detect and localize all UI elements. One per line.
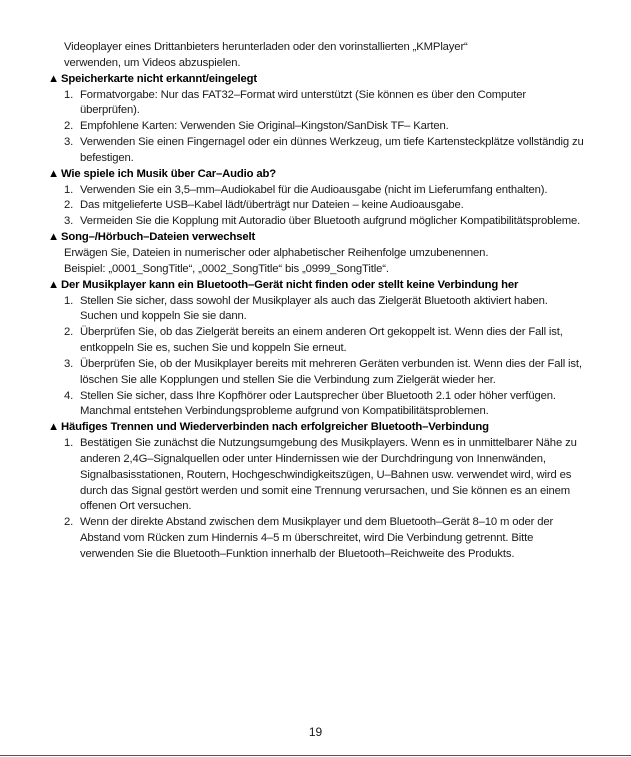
item-number: 1. (64, 183, 74, 196)
section-title: Der Musikplayer kann ein Bluetooth–Gerät nicht finden oder stellt keine Verbindung her (61, 278, 519, 291)
item-text: Stellen Sie sicher, dass sowohl der Musikplayer als auch das Zielgerät Bluetooth aktiviert haben. Suchen und koppeln Sie sie dann. (80, 294, 548, 323)
section-title: Häufiges Trennen und Wiederverbinden nach erfolgreicher Bluetooth–Verbindung (61, 421, 489, 434)
list-item (64, 357, 588, 389)
paragraph-line: Beispiel: „0001_SongTitle“, „0002_SongTitle“ bis „0999_SongTitle“. (64, 262, 389, 275)
item-number: 4. (64, 389, 74, 402)
triangle-icon: ▲ (48, 72, 60, 85)
list-item (64, 198, 588, 214)
item-text: Formatvorgabe: Nur das FAT32–Format wird unterstützt (Sie können es über den Computer überprüfen). (80, 88, 527, 117)
page-number: 19 (308, 725, 323, 739)
paragraph-line: Erwägen Sie, Dateien in numerischer oder alphabetischer Reihenfolge umzubenennen. (64, 246, 489, 259)
item-text: Empfohlene Karten: Verwenden Sie Original–Kingston/SanDisk TF– Karten. (80, 120, 449, 133)
faq-section (48, 167, 588, 230)
list-item (64, 294, 588, 326)
numbered-list (48, 294, 588, 421)
intro-paragraph (48, 40, 588, 72)
section-heading (48, 72, 588, 88)
list-item (64, 214, 588, 230)
numbered-list (48, 88, 588, 167)
item-number: 1. (64, 437, 74, 450)
section-heading (48, 278, 588, 294)
list-item (64, 88, 588, 120)
section-heading (48, 230, 588, 246)
item-number: 3. (64, 215, 74, 228)
item-text: Das mitgelieferte USB–Kabel lädt/überträgt nur Dateien – keine Audioausgabe. (80, 199, 464, 212)
item-text: Stellen Sie sicher, dass Ihre Kopfhörer oder Lautsprecher über Bluetooth 2.1 oder höher verfügen. Manchmal entstehen Verbindungsprobleme aufgrund von Kompatibilitätsproblemen. (80, 389, 556, 418)
item-text: Verwenden Sie einen Fingernagel oder ein dünnes Werkzeug, um tiefe Kartensteckplätze vollständig zu befestigen. (80, 136, 584, 164)
section-paragraph (48, 246, 588, 278)
section-heading (48, 167, 588, 183)
triangle-icon: ▲ (48, 278, 60, 291)
triangle-icon: ▲ (48, 167, 60, 180)
item-number: 2. (64, 326, 74, 339)
intro-line: Videoplayer eines Drittanbieters herunterladen oder den vorinstallierten „KMPlayer“ (64, 41, 468, 53)
item-number: 1. (64, 294, 74, 307)
item-text: Wenn der direkte Abstand zwischen dem Musikplayer und dem Bluetooth–Gerät 8–10 m oder der Abstand vom Rücken zum Hindernis 4–5 m überschreitet, wird Die Verbindung getrennt. Bitte verwenden Sie die Bluetooth–Funktion innerhalb der Bluetooth–Reichweite des Produkts. (80, 516, 554, 560)
faq-section (48, 420, 588, 563)
list-item (64, 515, 588, 563)
item-number: 2. (64, 120, 74, 133)
item-text: Bestätigen Sie zunächst die Nutzungsumgebung des Musikplayers. Wenn es in unmittelbarer Nähe zu anderen 2,4G–Signalquellen oder unter Hindernissen wie der Durchdringung von Innenwänden, Signalbasisstationen, Routern, Hochgeschwindigkeitszügen, U–Bahnen usw. verwendet wird, wird es durch das Signal gestört werden und somit eine Trennung verursachen, und Sie können es an einem offenen Ort versuchen. (80, 437, 577, 513)
numbered-list (48, 183, 588, 231)
item-number: 1. (64, 88, 74, 101)
item-number: 2. (64, 199, 74, 212)
item-number: 3. (64, 357, 74, 370)
triangle-icon: ▲ (48, 421, 60, 434)
faq-section (48, 278, 588, 421)
section-title: Wie spiele ich Musik über Car–Audio ab? (61, 167, 277, 180)
numbered-list (48, 436, 588, 563)
triangle-icon: ▲ (48, 231, 60, 244)
item-number: 2. (64, 516, 74, 529)
page-bottom-rule (0, 755, 631, 756)
list-item (64, 436, 588, 515)
document-body (48, 40, 588, 563)
section-heading (48, 420, 588, 436)
list-item (64, 183, 588, 199)
intro-line: verwenden, um Videos abzuspielen. (64, 56, 241, 69)
item-text: Vermeiden Sie die Kopplung mit Autoradio über Bluetooth aufgrund möglicher Kompatibilitätsprobleme. (80, 215, 581, 228)
item-number: 3. (64, 136, 74, 149)
list-item (64, 119, 588, 135)
section-title: Song–/Hörbuch–Dateien verwechselt (61, 231, 256, 244)
faq-section (48, 72, 588, 167)
list-item (64, 389, 588, 421)
item-text: Überprüfen Sie, ob der Musikplayer bereits mit mehreren Geräten verbunden ist. Wenn dies der Fall ist, löschen Sie alle Kopplungen und stellen Sie die Verbindung zum Zielgerät wieder her. (80, 357, 582, 386)
item-text: Überprüfen Sie, ob das Zielgerät bereits an einem anderen Ort gekoppelt ist. Wenn dies der Fall ist, entkoppeln Sie es, suchen Sie und koppeln Sie erneut. (80, 326, 563, 355)
item-text: Verwenden Sie ein 3,5–mm–Audiokabel für die Audioausgabe (nicht im Lieferumfang enthalten). (80, 183, 548, 196)
list-item (64, 135, 588, 167)
faq-section (48, 230, 588, 278)
list-item (64, 325, 588, 357)
section-title: Speicherkarte nicht erkannt/eingelegt (61, 72, 257, 85)
